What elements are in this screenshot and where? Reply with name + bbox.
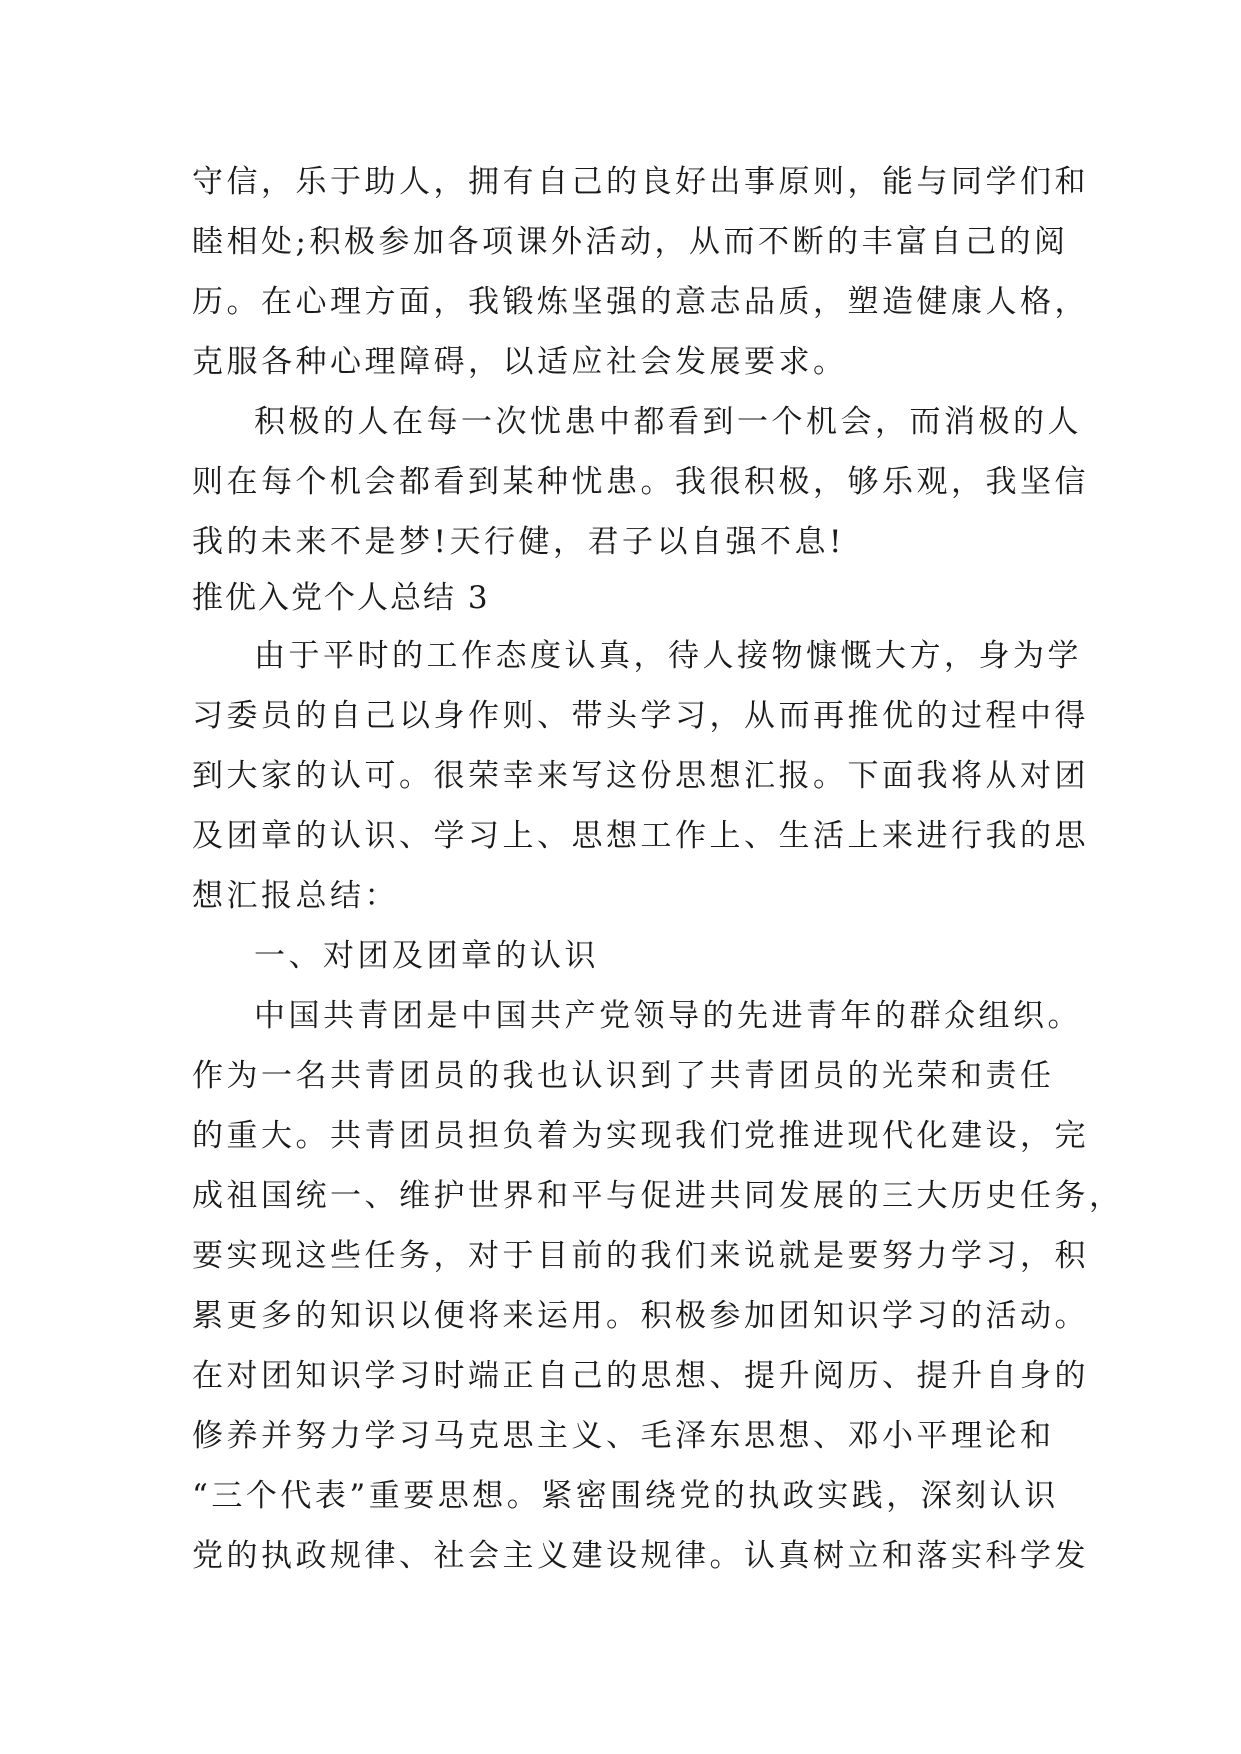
text-line: 在对团知识学习时端正自己的思想、提升阅历、提升自身的	[192, 1358, 1089, 1394]
text-line: 守信，乐于助人，拥有自己的良好出事原则，能与同学们和	[192, 164, 1089, 200]
subsection-heading: 一、对团及团章的认识	[254, 938, 599, 974]
text-line: 中国共青团是中国共产党领导的先进青年的群众组织。	[254, 998, 1082, 1034]
text-line: 则在每个机会都看到某种忧患。我很积极，够乐观，我坚信	[192, 464, 1089, 500]
text-line: 积极的人在每一次忧患中都看到一个机会，而消极的人	[254, 404, 1082, 440]
section-heading: 推优入党个人总结 3	[192, 580, 490, 616]
text-line: “三个代表”重要思想。紧密围绕党的执政实践，深刻认识	[192, 1478, 1059, 1514]
text-line: 历。在心理方面，我锻炼坚强的意志品质，塑造健康人格，	[192, 284, 1089, 320]
text-line: 及团章的认识、学习上、思想工作上、生活上来进行我的思	[192, 818, 1089, 854]
text-line: 克服各种心理障碍，以适应社会发展要求。	[192, 344, 848, 380]
text-line: 我的未来不是梦!天行健，君子以自强不息!	[192, 524, 845, 560]
text-line: 由于平时的工作态度认真，待人接物慷慨大方，身为学	[254, 638, 1082, 674]
text-line: 到大家的认可。很荣幸来写这份思想汇报。下面我将从对团	[192, 758, 1089, 794]
text-line: 要实现这些任务，对于目前的我们来说就是要努力学习，积	[192, 1238, 1089, 1274]
text-line: 睦相处;积极参加各项课外活动，从而不断的丰富自己的阅	[192, 224, 1069, 260]
text-line: 作为一名共青团员的我也认识到了共青团员的光荣和责任	[192, 1058, 1055, 1094]
text-line: 累更多的知识以便将来运用。积极参加团知识学习的活动。	[192, 1298, 1089, 1334]
text-line: 的重大。共青团员担负着为实现我们党推进现代化建设，完	[192, 1118, 1089, 1154]
text-line: 党的执政规律、社会主义建设规律。认真树立和落实科学发	[192, 1538, 1089, 1574]
text-line: 习委员的自己以身作则、带头学习，从而再推优的过程中得	[192, 698, 1089, 734]
text-line: 修养并努力学习马克思主义、毛泽东思想、邓小平理论和	[192, 1418, 1055, 1454]
text-line: 成祖国统一、维护世界和平与促进共同发展的三大历史任务，	[192, 1178, 1124, 1214]
text-line: 想汇报总结：	[192, 878, 399, 914]
